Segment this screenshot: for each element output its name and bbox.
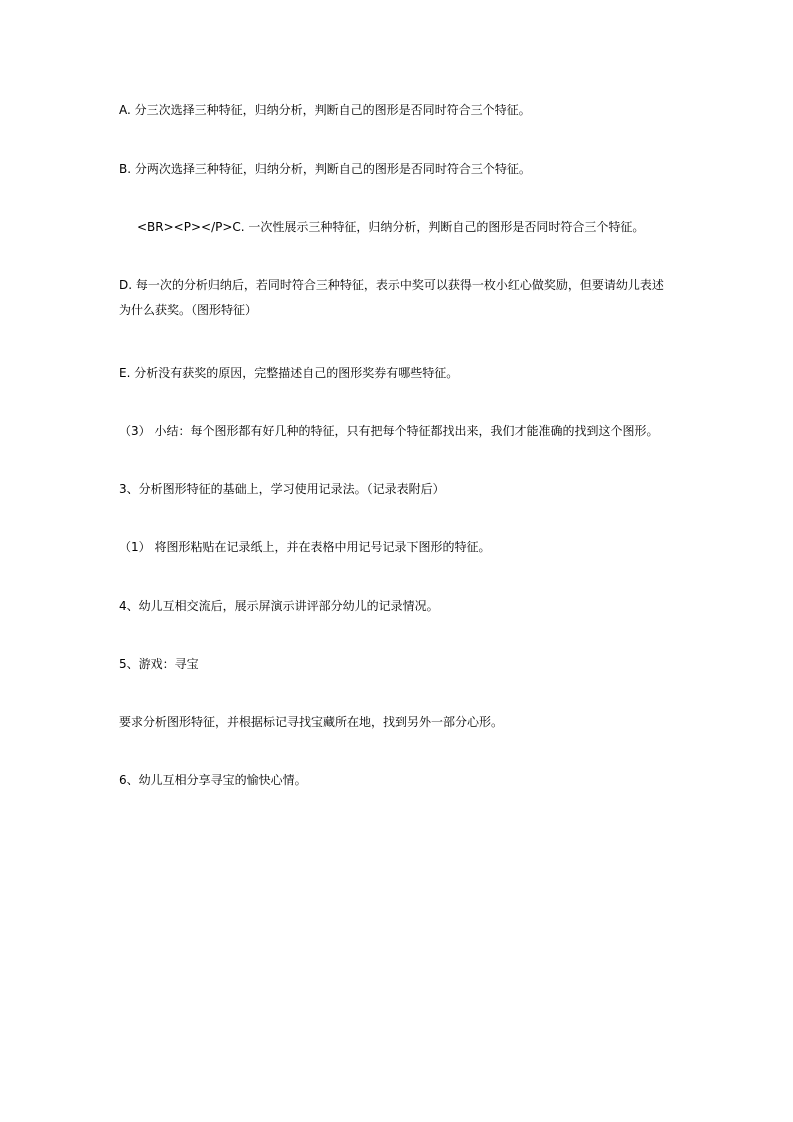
option-b-paragraph: B. 分两次选择三种特征，归纳分析，判断自己的图形是否同时符合三个特征。 (119, 162, 531, 176)
step-6-heading: 6、幼儿互相分享寻宝的愉快心情。 (119, 773, 307, 787)
treasure-hunt-paragraph: 要求分析图形特征，并根据标记寻找宝藏所在地，找到另外一部分心形。 (119, 715, 504, 729)
step-5-heading: 5、游戏：寻宝 (119, 657, 199, 671)
summary-paragraph: （3） 小结：每个图形都有好几种的特征，只有把每个特征都找出来，我们才能准确的找到这个图形。 (119, 424, 659, 438)
option-c-paragraph: <BR><P></P>C. 一次性展示三种特征，归纳分析，判断自己的图形是否同时符合三个特征。 (137, 220, 645, 234)
step-3-heading: 3、分析图形特征的基础上，学习使用记录法。（记录表附后） (119, 482, 445, 496)
step-4-heading: 4、幼儿互相交流后，展示屏演示讲评部分幼儿的记录情况。 (119, 599, 439, 613)
step-3-1-paragraph: （1） 将图形粘贴在记录纸上，并在表格中用记号记录下图形的特征。 (119, 540, 491, 554)
option-d-paragraph: D. 每一次的分析归纳后，若同时符合三种特征，表示中奖可以获得一枚小红心做奖励，但要请幼儿表述为什么获奖。（图形特征） (119, 278, 664, 317)
option-e-paragraph: E. 分析没有获奖的原因，完整描述自己的图形奖券有哪些特征。 (119, 366, 459, 380)
option-a-paragraph: A. 分三次选择三种特征，归纳分析，判断自己的图形是否同时符合三个特征。 (119, 103, 531, 117)
